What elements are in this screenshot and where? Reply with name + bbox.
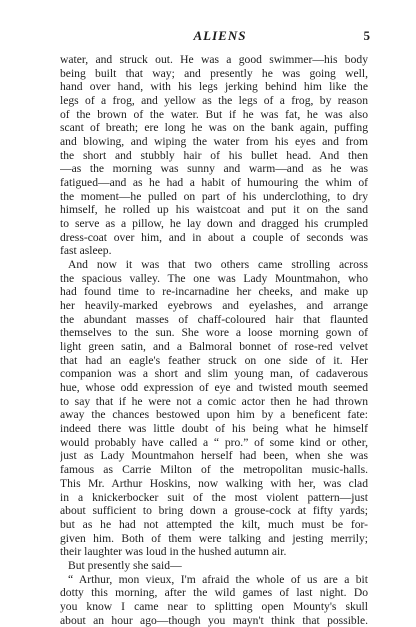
paragraph-start-line: And now it was that two others came strolling across (68, 258, 368, 272)
paragraph-start-line: “ Arthur, mon vieux, I'm afraid the whole of us are a bit (68, 572, 368, 586)
text-line: indeed there was little doubt of his being what he himself (60, 422, 368, 436)
text-line: himself, he rolled up his waistcoat and put it on the sand (60, 203, 368, 217)
text-line: about an hour ago—though you mayn't think that possible. (60, 613, 368, 627)
text-line: the abundant masses of chaff-coloured hair that flaunted (60, 312, 368, 326)
text-line: legs of a frog, and yellow as the legs of a frog, by reason (60, 94, 368, 108)
text-line: away the chances bestowed upon him by a beneficent fate: (60, 408, 368, 422)
paragraph-end-line: fast asleep. (60, 244, 112, 258)
text-line: famous as Carrie Milton of the metropolitan music-halls. (60, 463, 368, 477)
text-line: in a knickerbocker suit of the most violent pattern—just (60, 490, 368, 504)
paragraph-start-line: But presently she said— (68, 558, 182, 572)
text-line: This Mr. Arthur Hoskins, now walking with her, was clad (60, 476, 368, 490)
text-line: light green satin, and a Balmoral bonnet of rose-red velvet (60, 340, 368, 354)
text-line: about sufficient to bring down a grouse-cock at fifty yards; (60, 504, 368, 518)
text-line: and blowing, and wiping the water from his eyes and from (60, 135, 368, 149)
text-line: hand over hand, with his legs jerking behind him like the (60, 80, 368, 94)
text-line: given him. Both of them were talking and jesting merrily; (60, 531, 368, 545)
text-line: fatigued—and as he had a habit of humouring the whim of (60, 176, 368, 190)
text-line: of the brown of the water. But if he was fat, he was also (60, 107, 368, 121)
text-line: to serve as a pillow, he lay down and dragged his crumpled (60, 217, 368, 231)
text-line: but as he had not attempted the kilt, much must be for- (60, 517, 368, 531)
text-line: being built that way; and presently he was going well, (60, 66, 368, 80)
text-line: themselves to the sun. She wore a loose morning gown of (60, 326, 368, 340)
text-line: the short and stubbly hair of his bullet head. And then (60, 148, 368, 162)
page-number: 5 (363, 28, 370, 43)
text-line: that had an eagle's feather struck on one side of it. Her (60, 353, 368, 367)
text-line: her heavily-marked eyebrows and eyelashes, and arrange (60, 299, 368, 313)
text-line: dress-coat over him, and in about a couple of seconds was (60, 230, 368, 244)
body-text (60, 53, 368, 627)
text-line: dotty this morning, after the wild games of last night. Do (60, 586, 368, 600)
text-line: scant of breath; ere long he was on the bank again, puffing (60, 121, 368, 135)
text-line: water, and struck out. He was a good swimmer—his body (60, 53, 368, 66)
text-line: to say that if he were not a comic actor then he had thrown (60, 394, 368, 408)
text-line: companion was a short and slim young man, of cadaverous (60, 367, 368, 381)
text-line: hue, whose odd expression of eye and twisted mouth seemed (60, 381, 368, 395)
text-line: you know I came near to splitting open Mounty's skull (60, 599, 368, 613)
running-title: ALIENS (193, 28, 247, 43)
text-line: had found time to re-incarnadine her cheeks, and make up (60, 285, 368, 299)
text-line: the spacious valley. The one was Lady Mountmahon, who (60, 271, 368, 285)
text-line: —as the morning was sunny and warm—and as he was (60, 162, 368, 176)
text-line: would probably have called a “ pro.” of some kind or other, (60, 435, 368, 449)
text-line: the moment—he pulled on part of his underclothing, to dry (60, 189, 368, 203)
text-line: just as Lady Mountmahon herself had been, when she was (60, 449, 368, 463)
paragraph-end-line: their laughter was loud in the hushed autumn air. (60, 545, 287, 559)
running-head (70, 27, 370, 45)
